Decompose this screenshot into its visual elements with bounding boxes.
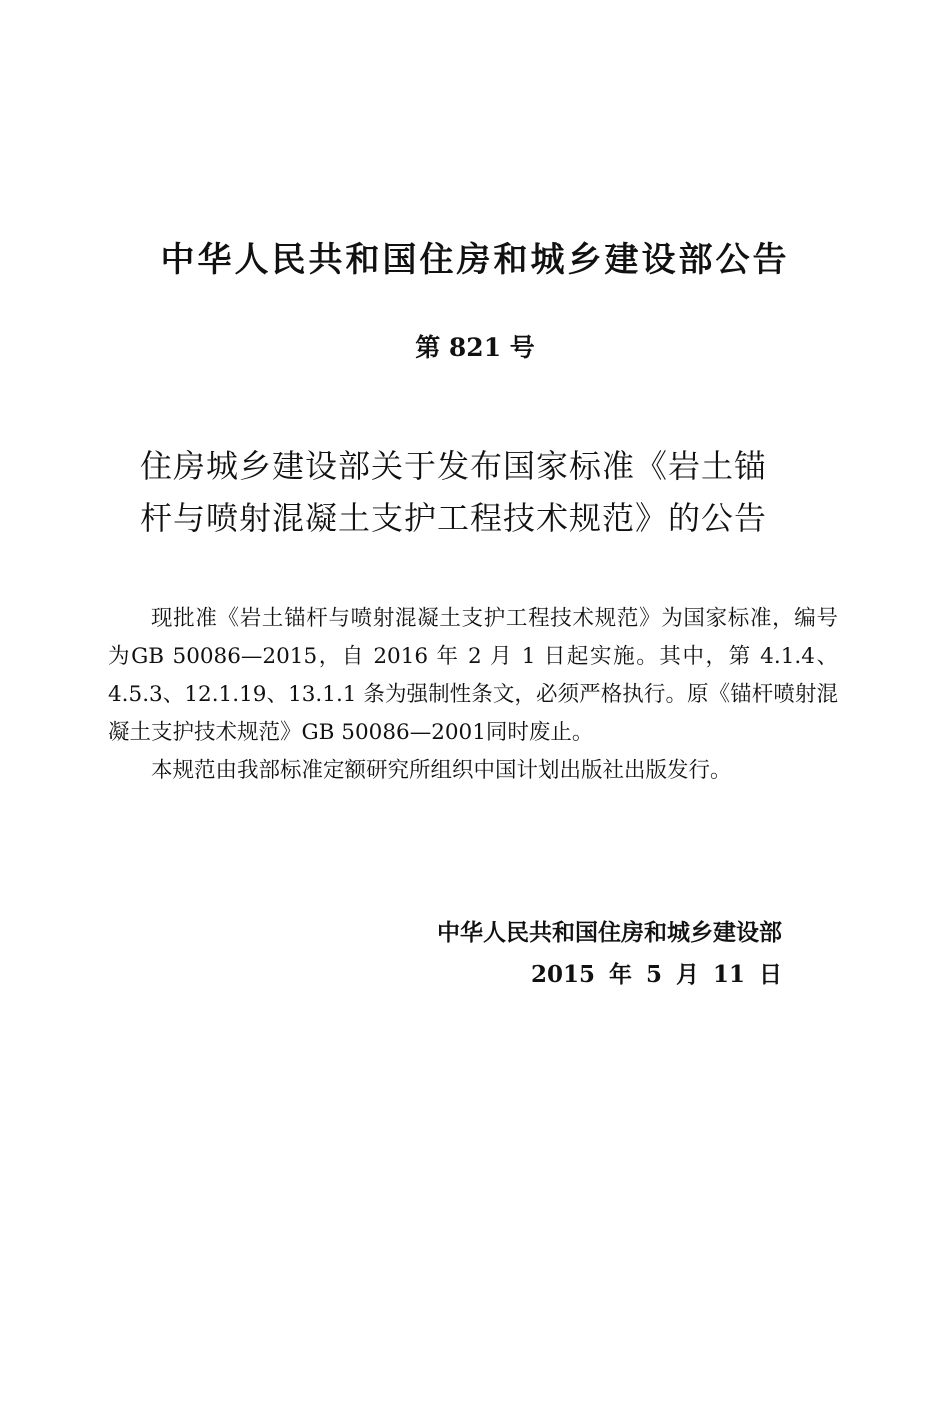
announcement-body bbox=[108, 600, 838, 790]
body-paragraph-1: 现批准《岩土锚杆与喷射混凝土支护工程技术规范》为国家标准，编号为GB 50086—2015，自 2016 年 2 月 1 日起实施。其中，第 4.1.4、4.5.3、12.1.19、13.1.1 条为强制性条文，必须严格执行。原《锚杆喷射混凝土支护技术规范》GB 50086—2001同时废止。 bbox=[108, 606, 838, 745]
signature-organization: 中华人民共和国住房和城乡建设部 bbox=[437, 920, 782, 946]
body-paragraph-2: 本规范由我部标准定额研究所组织中国计划出版社出版发行。 bbox=[151, 758, 732, 783]
signature-date: 2015 年 5 月 11 日 bbox=[530, 961, 782, 988]
announcement-title: 中华人民共和国住房和城乡建设部公告 bbox=[160, 240, 790, 280]
announcement-subtitle bbox=[140, 440, 820, 544]
subtitle-line-2: 杆与喷射混凝土支护工程技术规范》的公告 bbox=[140, 499, 768, 537]
announcement-number: 第 821 号 bbox=[415, 333, 535, 362]
subtitle-line-1: 住房城乡建设部关于发布国家标准《岩土锚 bbox=[140, 447, 768, 485]
